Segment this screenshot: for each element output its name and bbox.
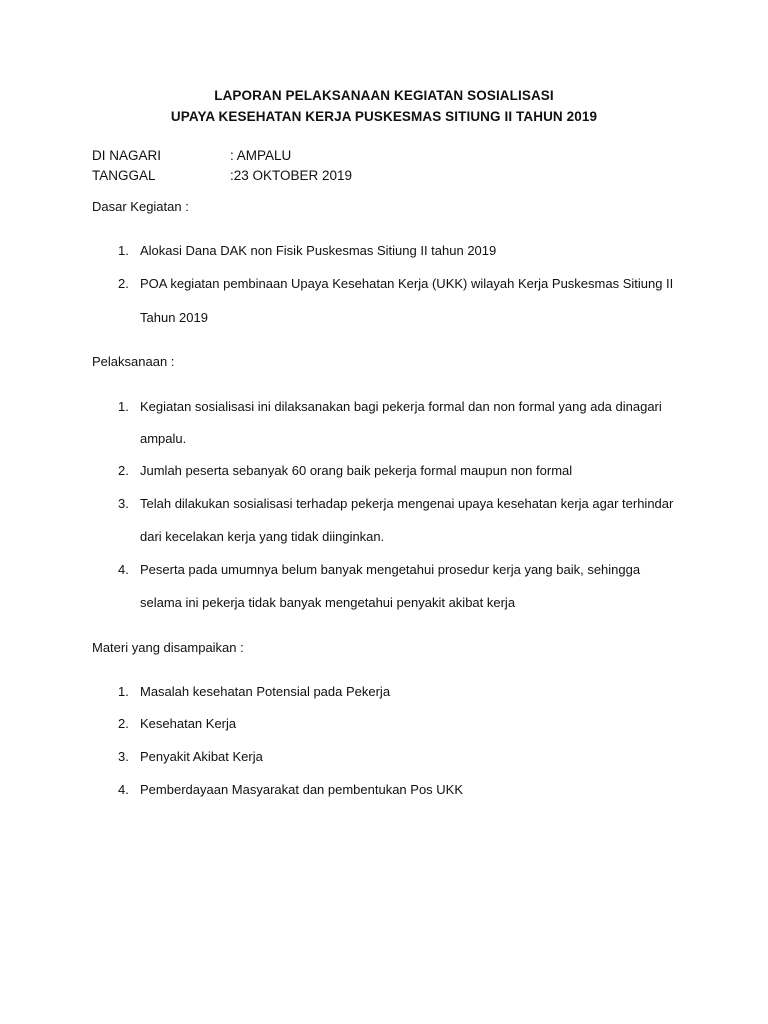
pelaksanaan-item-4-line-2: selama ini pekerja tidak banyak mengetahui penyakit akibat kerja xyxy=(140,595,516,610)
pelaksanaan-item-3-line-2: dari kecelakan kerja yang tidak diinginkan. xyxy=(140,529,385,544)
materi-item-3-number: 3. xyxy=(118,749,129,764)
pelaksanaan-heading: Pelaksanaan : xyxy=(92,354,175,369)
pelaksanaan-item-2-line-1: Jumlah peserta sebanyak 60 orang baik pekerja formal maupun non formal xyxy=(140,463,573,478)
dasar-heading: Dasar Kegiatan : xyxy=(92,199,189,214)
dasar-item-2-number: 2. xyxy=(118,276,129,291)
materi-item-1-number: 1. xyxy=(118,684,129,699)
materi-heading: Materi yang disampaikan : xyxy=(92,640,244,655)
dasar-item-2-line-2: Tahun 2019 xyxy=(140,310,208,325)
pelaksanaan-item-3-line-1: Telah dilakukan sosialisasi terhadap pekerja mengenai upaya kesehatan kerja agar terhindar xyxy=(140,496,674,511)
materi-item-2-number: 2. xyxy=(118,716,129,731)
materi-item-4-line-1: Pemberdayaan Masyarakat dan pembentukan Pos UKK xyxy=(140,782,464,797)
materi-item-3-line-1: Penyakit Akibat Kerja xyxy=(140,749,263,764)
document-title-line2: UPAYA KESEHATAN KERJA PUSKESMAS SITIUNG II TAHUN 2019 xyxy=(170,109,598,124)
dasar-item-2-line-1: POA kegiatan pembinaan Upaya Kesehatan Kerja (UKK) wilayah Kerja Puskesmas Sitiung II xyxy=(140,276,674,291)
pelaksanaan-item-1-number: 1. xyxy=(118,399,129,414)
materi-item-4-number: 4. xyxy=(118,782,129,797)
pelaksanaan-item-2-number: 2. xyxy=(118,463,129,478)
materi-item-2-line-1: Kesehatan Kerja xyxy=(140,716,237,731)
pelaksanaan-item-3-number: 3. xyxy=(118,496,129,511)
pelaksanaan-item-1-line-1: Kegiatan sosialisasi ini dilaksanakan bagi pekerja formal dan non formal yang ada dinagari xyxy=(140,399,662,414)
meta-tanggal-value: :23 OKTOBER 2019 xyxy=(230,168,353,183)
pelaksanaan-item-4-number: 4. xyxy=(118,562,129,577)
meta-nagari-label: DI NAGARI xyxy=(92,148,162,163)
materi-item-1-line-1: Masalah kesehatan Potensial pada Pekerja xyxy=(140,684,391,699)
dasar-item-1-number: 1. xyxy=(118,243,129,258)
meta-nagari-value: : AMPALU xyxy=(230,148,292,163)
meta-tanggal-label: TANGGAL xyxy=(92,168,156,183)
document-title-line1: LAPORAN PELAKSANAAN KEGIATAN SOSIALISASI xyxy=(214,88,554,103)
pelaksanaan-item-4-line-1: Peserta pada umumnya belum banyak mengetahui prosedur kerja yang baik, sehingga xyxy=(140,562,641,577)
dasar-item-1-line-1: Alokasi Dana DAK non Fisik Puskesmas Sitiung II tahun 2019 xyxy=(140,243,497,258)
pelaksanaan-item-1-line-2: ampalu. xyxy=(140,431,187,446)
